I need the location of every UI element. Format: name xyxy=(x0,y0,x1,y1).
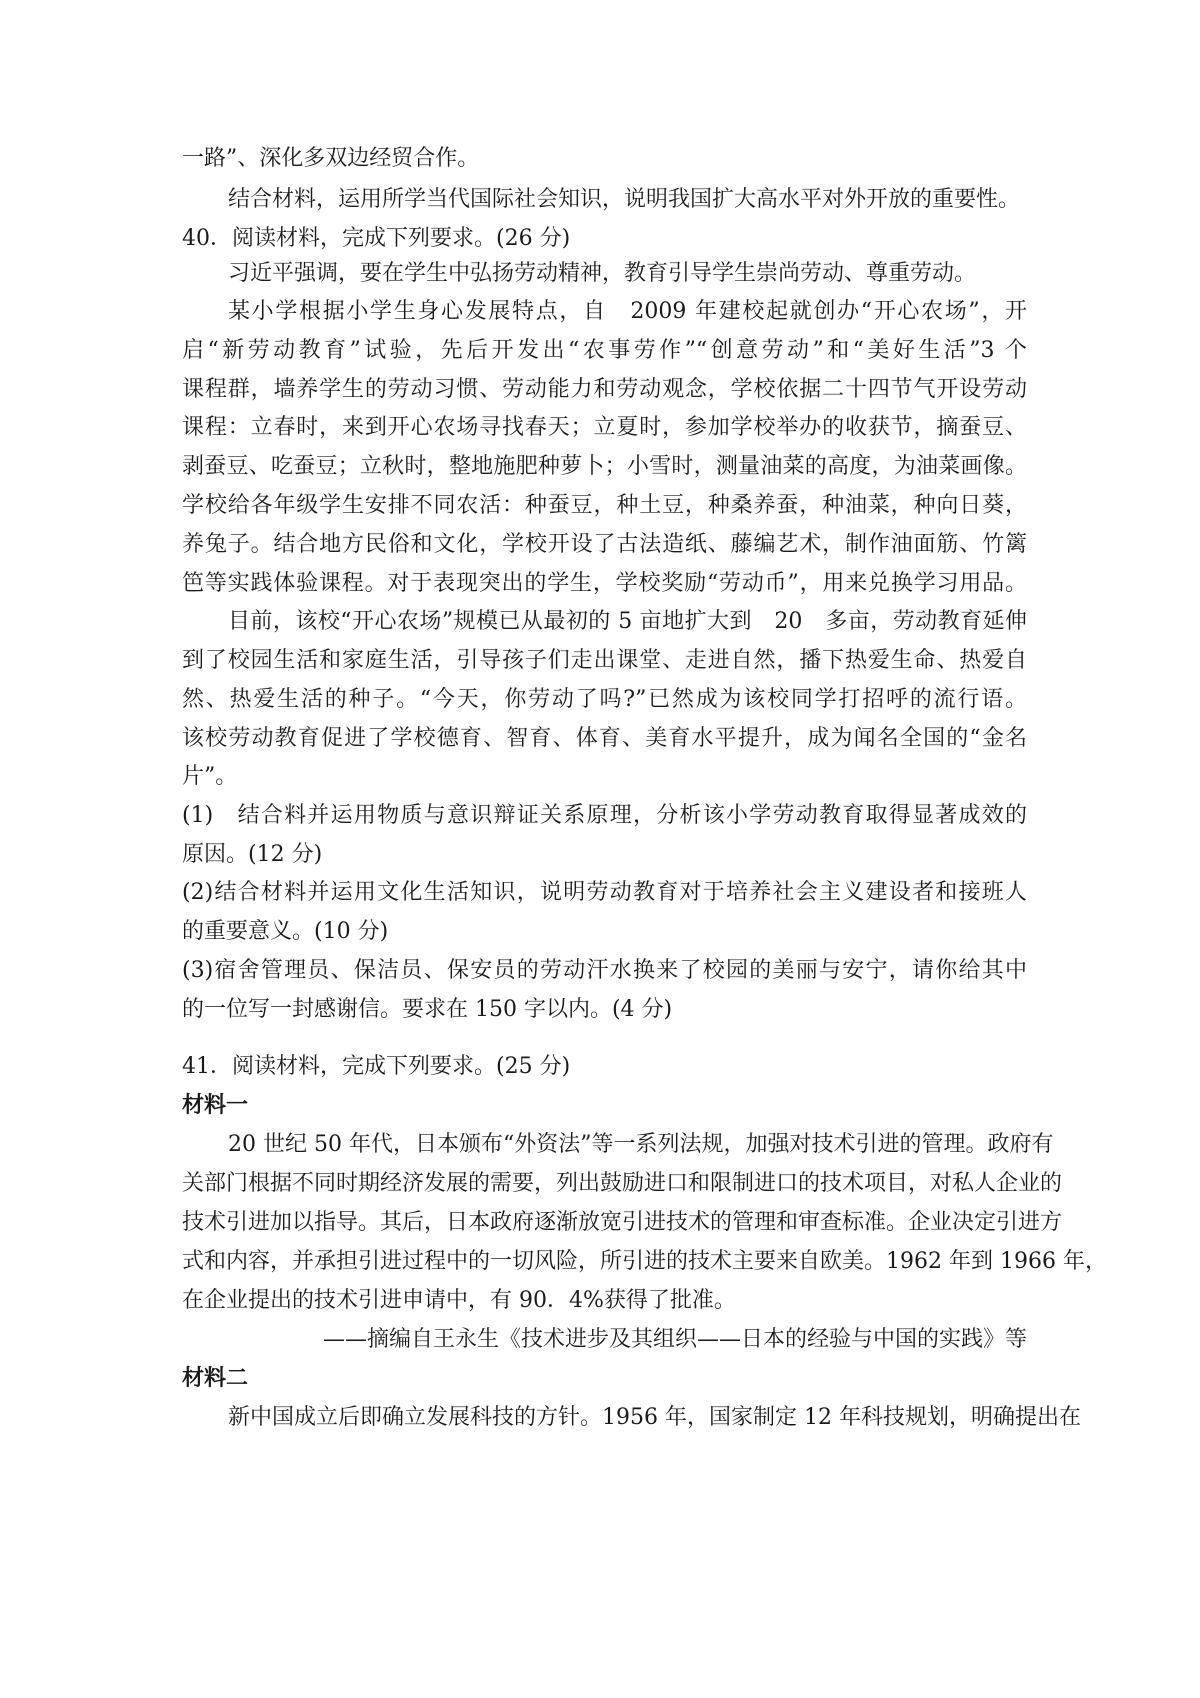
q40-para1-line: 某小学根据小学生身心发展特点，自 2009 年建校起就创办“开心农场”，开 xyxy=(228,299,1027,324)
q40-para1-line: 剥蚕豆、吃蚕豆；立秋时，整地施肥种萝卜；小雪时，测量油菜的高度，为油菜画像。 xyxy=(182,454,1027,479)
q40-para1-line: 课程群，墙养学生的劳动习惯、劳动能力和劳动观念，学校依据二十四节气开设劳动 xyxy=(182,377,1027,402)
q40-para1-line: 笆等实践体验课程。对于表现突出的学生，学校奖励“劳动币”，用来兑换学习用品。 xyxy=(182,571,1027,596)
q40-para2-line: 目前，该校“开心农场”规模已从最初的 5 亩地扩大到 20 多亩，劳动教育延伸 xyxy=(228,609,1027,634)
q40-para1-line: 启“新劳动教育”试验，先后开发出“农事劳作”“创意劳动”和“美好生活”3 个 xyxy=(182,338,1027,363)
material-2-line: 新中国成立后即确立发展科技的方针。1956 年，国家制定 12 年科技规划，明确提出在 xyxy=(228,1405,1081,1430)
q40-para1-line: 课程：立春时，来到开心农场寻找春天；立夏时，参加学校举办的收获节，摘蚕豆、 xyxy=(182,415,1027,440)
material-2-title: 材料二 xyxy=(182,1365,249,1391)
q40-sub2-line: 的重要意义。(10 分) xyxy=(182,919,389,944)
q39-tail-line: 一路”、深化多双边经贸合作。 xyxy=(182,146,480,171)
q39-question: 结合材料，运用所学当代国际社会知识，说明我国扩大高水平对外开放的重要性。 xyxy=(228,187,1021,212)
q40-para2-line: 到了校园生活和家庭生活，引导孩子们走出课堂、走进自然，播下热爱生命、热爱自 xyxy=(182,648,1027,673)
q40-sub3-line: (3)宿舍管理员、保洁员、保安员的劳动汗水换来了校园的美丽与安宁，请你给其中 xyxy=(182,958,1027,983)
material-1-line: 20 世纪 50 年代，日本颁布“外资法”等一系列法规，加强对技术引进的管理。政府有 xyxy=(228,1132,1054,1157)
q40-para2-line: 片”。 xyxy=(182,764,238,789)
q40-para1-line: 养兔子。结合地方民俗和文化，学校开设了古法造纸、藤编艺术，制作油面筋、竹篱 xyxy=(182,532,1027,557)
material-1-line: 式和内容，并承担引进过程中的一切风险，所引进的技术主要来自欧美。1962 年到 1966 年， xyxy=(182,1249,1107,1274)
q40-quote: 习近平强调，要在学生中弘扬劳动精神，教育引导学生崇尚劳动、尊重劳动。 xyxy=(228,261,977,286)
q40-sub1-line: (1) 结合料并运用物质与意识辩证关系原理，分析该小学劳动教育取得显著成效的 xyxy=(182,803,1027,828)
material-1-line: 关部门根据不同时期经济发展的需要，列出鼓励进口和限制进口的技术项目，对私人企业的 xyxy=(182,1171,1063,1196)
q40-header: 40．阅读材料，完成下列要求。(26 分) xyxy=(182,226,571,251)
q40-para2-line: 然、热爱生活的种子。“今天，你劳动了吗?”已然成为该校同学打招呼的流行语。 xyxy=(182,687,1027,712)
q41-header: 41．阅读材料，完成下列要求。(25 分) xyxy=(182,1054,571,1079)
material-1-title: 材料一 xyxy=(182,1092,249,1118)
q40-sub3-line: 的一位写一封感谢信。要求在 150 字以内。(4 分) xyxy=(182,997,673,1022)
q40-para2-line: 该校劳动教育促进了学校德育、智育、体育、美育水平提升，成为闻名全国的“金名 xyxy=(182,726,1027,751)
material-1-line: 技术引进加以指导。其后，日本政府逐渐放宽引进技术的管理和审查标准。企业决定引进方 xyxy=(182,1210,1063,1235)
q40-sub1-line: 原因。(12 分) xyxy=(182,842,323,867)
q40-sub2-line: (2)结合材料并运用文化生活知识，说明劳动教育对于培养社会主义建设者和接班人 xyxy=(182,880,1027,905)
material-1-line: 在企业提出的技术引进申请中，有 90．4%获得了批准。 xyxy=(182,1288,736,1313)
q40-para1-line: 学校给各年级学生安排不同农活：种蚕豆，种土豆，种桑养蚕，种油菜，种向日葵， xyxy=(182,493,1027,518)
material-1-source: ——摘编自王永生《技术进步及其组织——日本的经验与中国的实践》等 xyxy=(322,1327,1027,1352)
